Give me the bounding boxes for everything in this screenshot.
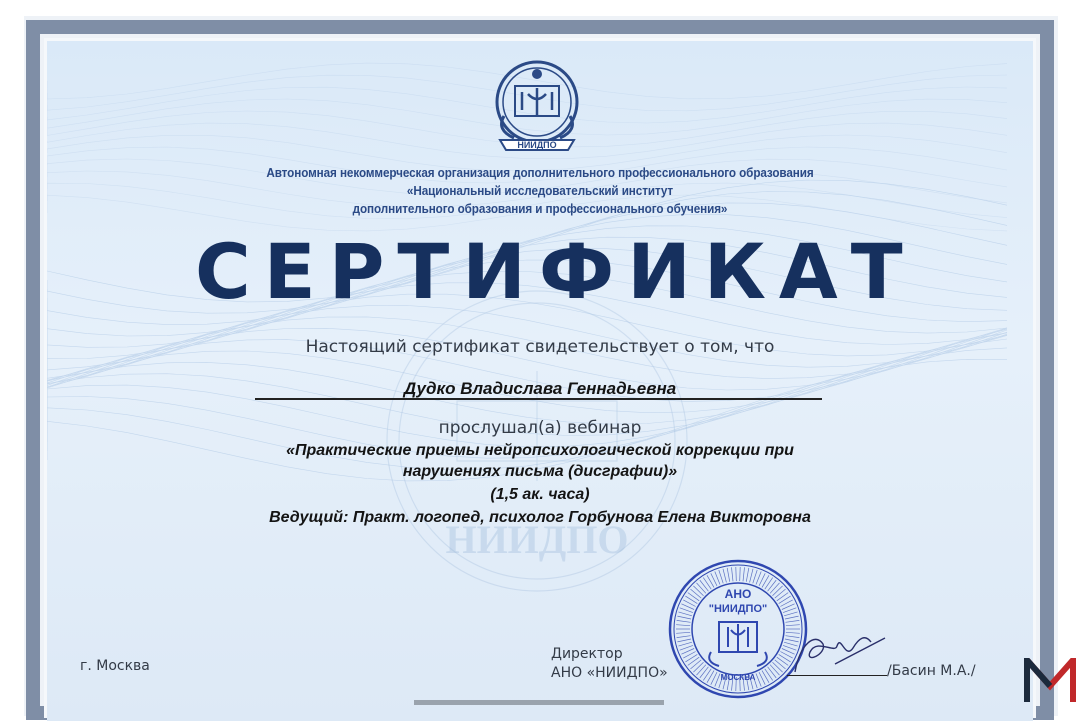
certificate-paper <box>47 41 1033 721</box>
webinar-title-line-1: «Практические приемы нейропсихологической коррекции при <box>286 442 794 459</box>
webinar-title-line-2: нарушениях письма (дисграфии)» <box>402 463 678 480</box>
watermark-text: НИИДПО <box>445 517 629 562</box>
recipient-name: Дудко Владислава Геннадьевна <box>403 379 677 398</box>
stamp-name: "НИИДПО" <box>708 603 768 615</box>
emblem-text: НИИДПО <box>517 140 557 150</box>
bottom-scroll-indicator <box>414 700 664 705</box>
signature-line <box>787 675 887 676</box>
org-line-2: «Национальный исследовательский институт <box>406 183 674 198</box>
m-logo-icon <box>1024 658 1076 702</box>
handwritten-signature <box>775 624 895 679</box>
org-line-1: Автономная некоммерческая организация дополнительного профессионального образования <box>266 165 814 180</box>
org-line-3: дополнительного образования и профессионального обучения» <box>352 201 728 216</box>
host-text: Ведущий: Практ. логопед, психолог Горбунова Елена Викторовна <box>269 509 811 526</box>
certifies-text: Настоящий сертификат свидетельствует о том, что <box>305 337 775 357</box>
city-text: г. Москва <box>80 658 150 674</box>
name-underline <box>255 398 822 400</box>
stamp-org: АНО <box>724 587 752 601</box>
hours-text: (1,5 ак. часа) <box>490 486 590 503</box>
director-org: АНО «НИИДПО» <box>551 665 668 681</box>
stamp-city: МОСКВА <box>720 673 756 682</box>
director-title: Директор <box>551 646 623 662</box>
institute-emblem-icon <box>482 58 592 156</box>
director-name: /Басин М.А./ <box>887 663 976 679</box>
attended-text: прослушал(а) вебинар <box>438 418 642 438</box>
certificate-title: СЕРТИФИКАТ <box>195 227 916 316</box>
